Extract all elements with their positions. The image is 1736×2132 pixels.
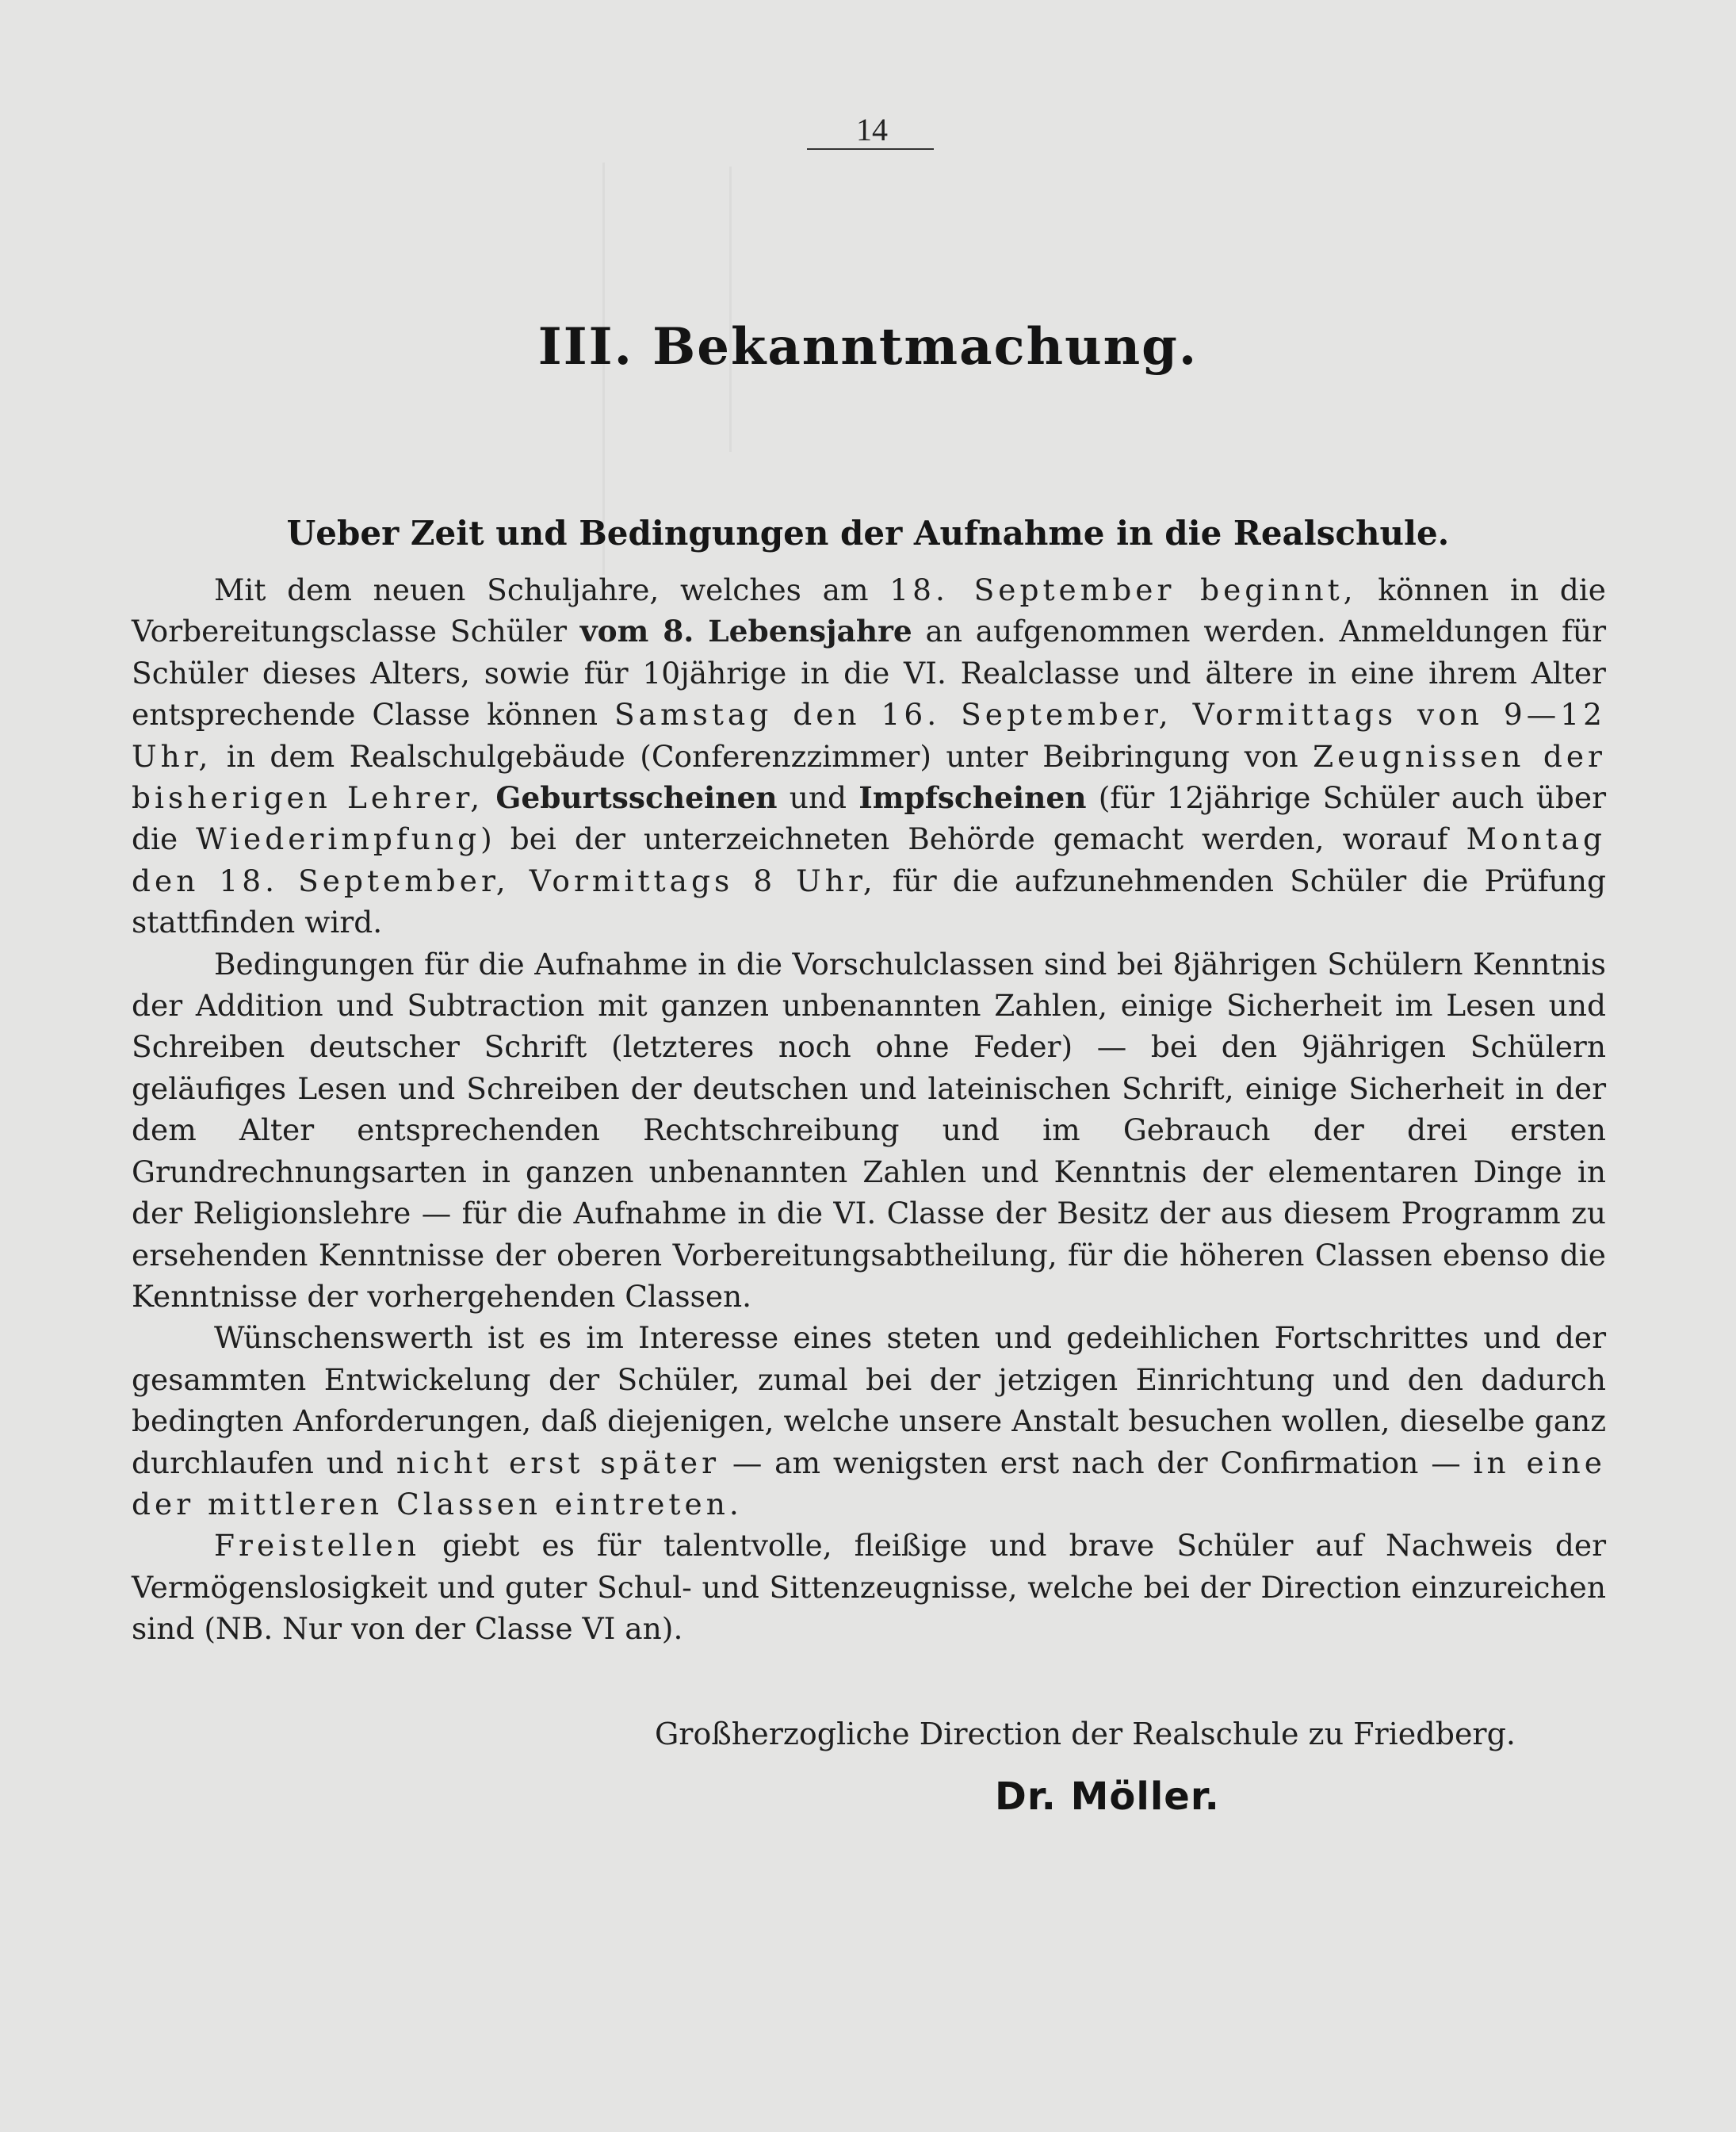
body-text — [132, 569, 1606, 1650]
page-number-rule — [807, 148, 934, 150]
paragraph-free-places: Freistellen giebt es für talentvolle, fleißige und brave Schüler auf Nachweis der Vermögenslosigkeit und guter Schul- und Sittenzeugnisse, welche bei der Direction einzureichen sind (NB. Nur von der Classe VI an). — [132, 1528, 1606, 1647]
bleed-through-block — [729, 167, 1604, 452]
paragraph-recommendation: Wünschenswerth ist es im Interesse eines steten und gedeihlichen Fortschrittes und der gesammten Entwickelung der Schüler, zumal bei der jetzigen Einrichtung und den dadurch bedingten Anforderungen, daß diejenigen, welche unsere Anstalt besuchen wollen, dieselbe ganz durchlaufen und nicht erst später — am wenigsten erst nach der Confirmation — in eine der mittleren Classen eintreten. — [132, 1320, 1606, 1521]
subtitle: Ueber Zeit und Bedingungen der Aufnahme in die Realschule. — [286, 514, 1450, 553]
signature-line: Großherzogliche Direction der Realschule zu Friedberg. — [654, 1717, 1516, 1751]
section-title: III. Bekanntmachung. — [537, 317, 1199, 377]
page-number: 14 — [856, 112, 888, 147]
signature-name: Dr. Möller. — [995, 1774, 1220, 1819]
paragraph-admission-dates: Mit dem neuen Schuljahre, welches am 18. September beginnt, können in die Vorbereitungsclasse Schüler vom 8. Lebensjahre an aufgenommen werden. Anmeldungen für Schüler dieses Alters, sowie für 10jährige in die VI. Realclasse und ältere in eine ihrem Alter entsprechende Classe können Samstag den 16. September, Vormittags von 9—12 Uhr, in dem Realschulgebäude (Conferenzzimmer) unter Beibringung von Zeugnissen der bisherigen Lehrer, Geburtsscheinen und Impfscheinen (für 12jährige Schüler auch über die Wiederimpfung) bei der unterzeichneten Behörde gemacht werden, worauf Montag den 18. September, Vormittags 8 Uhr, für die aufzunehmenden Schüler die Prüfung stattfinden wird. — [132, 572, 1607, 940]
paragraph-admission-conditions: Bedingungen für die Aufnahme in die Vorschulclassen sind bei 8jährigen Schülern Kenntnis der Addition und Subtraction mit ganzen unbenannten Zahlen, einige Sicherheit im Lesen und Schreiben deutscher Schrift (letzteres noch ohne Feder) — bei den 9jährigen Schülern geläufiges Lesen und Schreiben der deutschen und lateinischen Schrift, einige Sicherheit in der dem Alter entsprechenden Rechtschreibung und im Gebrauch der drei ersten Grundrechnungsarten in ganzen unbenannten Zahlen und Kenntnis der elementaren Dinge in der Religionslehre — für die Aufnahme in die VI. Classe der Besitz der aus diesem Programm zu ersehenden Kenntnisse der oberen Vorbereitungsabtheilung, für die höheren Classen ebenso die Kenntnisse der vorhergehenden Classen. — [132, 946, 1606, 1314]
